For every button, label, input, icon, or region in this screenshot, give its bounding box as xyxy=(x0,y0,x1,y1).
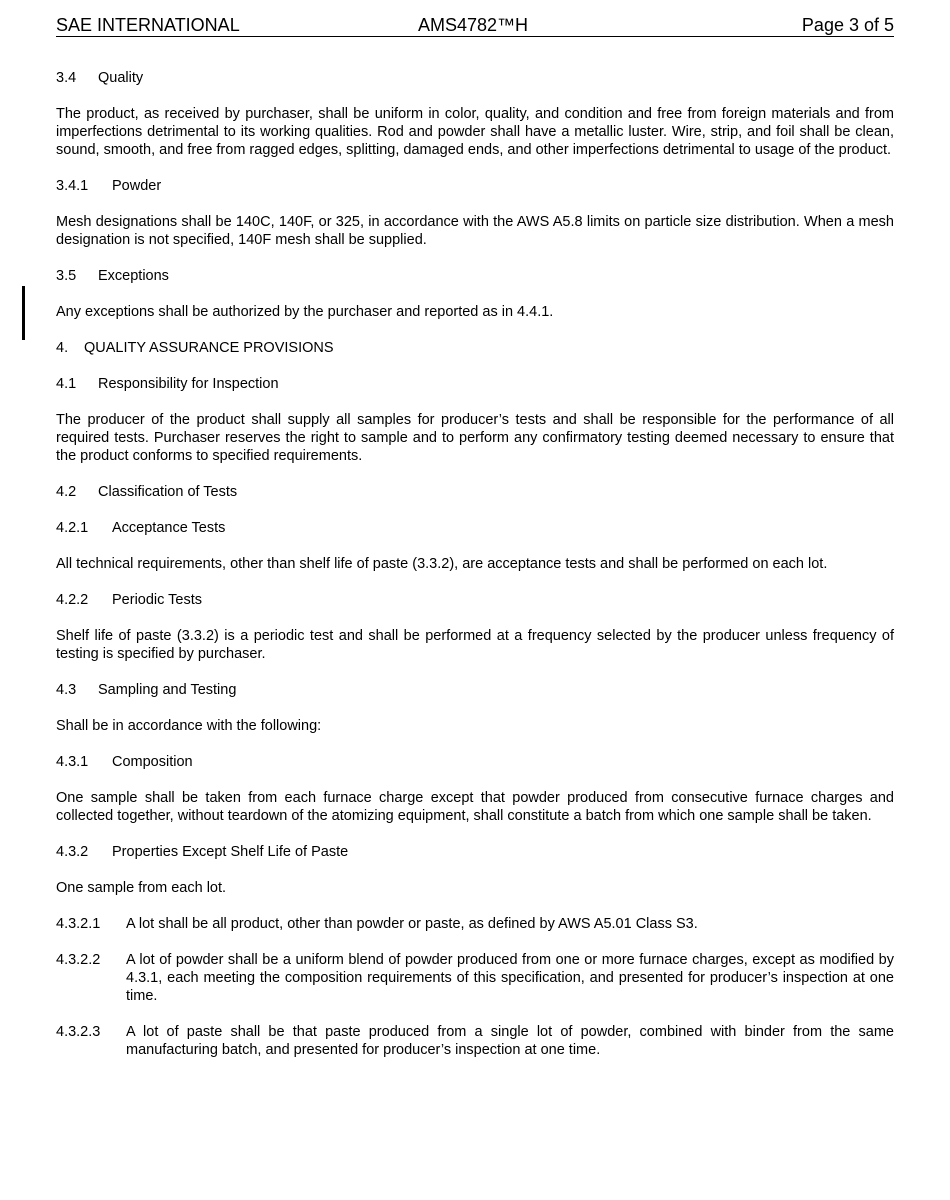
section-title: Periodic Tests xyxy=(112,592,202,608)
subclause-number: 4.3.2.3 xyxy=(56,1024,101,1040)
subclause-text: A lot of paste shall be that paste produced from a single lot of powder, combined with binder from the same manufacturing batch, and presented for producer’s inspection at one time. xyxy=(126,1024,894,1058)
subclause-4-3-2-2 xyxy=(56,951,894,1005)
paragraph-3-4: The product, as received by purchaser, shall be uniform in color, quality, and condition and free from foreign materials and from imperfections detrimental to its working qualities. Rod and powder shall have a metallic luster. Wire, strip, and foil shall be clean, sound, smooth, and free from ragged edges, splitting, damaged ends, and other imperfections detrimental to usage of the product. xyxy=(56,106,894,158)
section-heading-3-4-1 xyxy=(56,177,894,195)
section-heading-4-3-2 xyxy=(56,843,894,861)
section-title: Classification of Tests xyxy=(98,484,238,500)
section-title: Powder xyxy=(112,178,162,194)
paragraph-4-1: The producer of the product shall supply all samples for producer’s tests and shall be responsible for the performance of all required tests. Purchaser reserves the right to sample and to perform any confirmatory testing deemed necessary to ensure that the product conforms to specified requirements. xyxy=(56,412,894,464)
header-organization: SAE INTERNATIONAL xyxy=(56,15,240,35)
revision-change-bar xyxy=(22,286,25,340)
paragraph-3-5: Any exceptions shall be authorized by the purchaser and reported as in 4.4.1. xyxy=(56,304,554,320)
section-number: 4.3.2 xyxy=(56,844,89,860)
section-title: Quality xyxy=(98,70,144,86)
section-number: 4.2.1 xyxy=(56,520,89,536)
paragraph-3-4-1: Mesh designations shall be 140C, 140F, or 325, in accordance with the AWS A5.8 limits on particle size distribution. When a mesh designation is not specified, 140F mesh shall be supplied. xyxy=(56,214,894,248)
section-heading-4-2 xyxy=(56,483,894,501)
section-number: 4.2.2 xyxy=(56,592,89,608)
subclause-text: A lot of powder shall be a uniform blend of powder produced from one or more furnace charges, except as modified by 4.3.1, each meeting the composition requirements of this specification, and presented for producer’s inspection at one time. xyxy=(126,952,894,1004)
header-page-number: Page 3 of 5 xyxy=(801,15,894,35)
paragraph-4-2-1: All technical requirements, other than shelf life of paste (3.3.2), are acceptance tests and shall be performed on each lot. xyxy=(56,556,828,572)
section-title: Composition xyxy=(112,754,193,770)
subclause-text: A lot shall be all product, other than powder or paste, as defined by AWS A5.01 Class S3. xyxy=(126,916,698,932)
section-title: QUALITY ASSURANCE PROVISIONS xyxy=(84,340,334,356)
document-body xyxy=(56,69,894,1077)
section-title: Sampling and Testing xyxy=(98,682,237,698)
section-number: 4. xyxy=(56,340,69,356)
subclause-4-3-2-3 xyxy=(56,1023,894,1059)
subclause-number: 4.3.2.2 xyxy=(56,952,101,968)
section-title: Properties Except Shelf Life of Paste xyxy=(112,844,349,860)
section-heading-4-1 xyxy=(56,375,894,393)
section-heading-4-2-1 xyxy=(56,519,894,537)
section-number: 4.3 xyxy=(56,682,77,698)
section-number: 4.2 xyxy=(56,484,77,500)
section-number: 3.4.1 xyxy=(56,178,89,194)
section-title: Exceptions xyxy=(98,268,169,284)
subclause-4-3-2-1 xyxy=(56,915,894,933)
section-number: 3.5 xyxy=(56,268,77,284)
header-document-number: AMS4782™H xyxy=(418,15,529,35)
section-heading-4-3-1 xyxy=(56,753,894,771)
page-header xyxy=(56,14,894,37)
section-heading-3-4 xyxy=(56,69,894,87)
section-number: 4.1 xyxy=(56,376,77,392)
section-number: 4.3.1 xyxy=(56,754,89,770)
subclause-number: 4.3.2.1 xyxy=(56,916,101,932)
paragraph-4-3-1: One sample shall be taken from each furnace charge except that powder produced from consecutive furnace charges and collected together, without teardown of the atomizing equipment, shall constitute a batch from which one sample shall be taken. xyxy=(56,790,894,824)
paragraph-4-3-2: One sample from each lot. xyxy=(56,880,227,896)
section-heading-3-5 xyxy=(56,267,894,285)
paragraph-4-2-2: Shelf life of paste (3.3.2) is a periodic test and shall be performed at a frequency selected by the producer unless frequency of testing is specified by purchaser. xyxy=(56,628,894,662)
section-title: Responsibility for Inspection xyxy=(98,376,279,392)
section-heading-4 xyxy=(56,339,894,357)
section-heading-4-2-2 xyxy=(56,591,894,609)
section-title: Acceptance Tests xyxy=(112,520,226,536)
section-heading-4-3 xyxy=(56,681,894,699)
section-number: 3.4 xyxy=(56,70,77,86)
paragraph-4-3: Shall be in accordance with the following: xyxy=(56,718,322,734)
